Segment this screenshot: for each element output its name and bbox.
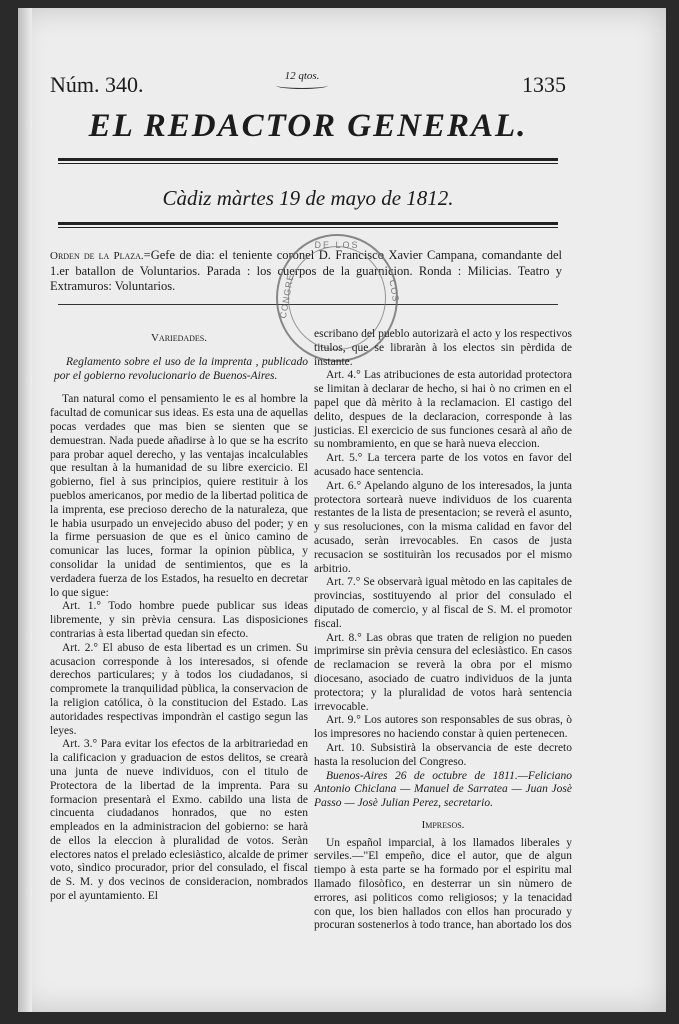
signature-paragraph: Buenos-Aires 26 de octubre de 1811.—Feliciano Antonio Chiclana — Manuel de Sarratea — Juan Josè Passo — Josè Julian Perez, secretario. (314, 769, 572, 810)
left-column (50, 328, 308, 904)
paragraph: Art. 10. Subsistirà la observancia de este decreto hasta la resolucion del Congreso. (314, 741, 572, 768)
dateline-rule (58, 222, 558, 228)
paragraph: Art. 7.° Se observarà igual mètodo en las capitales de provincias, sostituyendo al prior del consulado el diputado de comercio, y al fiscal de S. M. el promotor fiscal. (314, 576, 572, 630)
issue-price (276, 70, 328, 89)
dateline: Càdiz màrtes 19 de mayo de 1812. (162, 186, 454, 210)
paragraph: Art. 5.° La tercera parte de los votos en favor del acusado hace sentencia. (314, 452, 572, 478)
paragraph: escribano del pueblo autorizarà el acto y los respectivos titulos, que se libraràn à los electos sin pèrdida de instante. (314, 328, 572, 368)
stamp-text-left: CONGRE (277, 272, 296, 320)
paragraph: Art. 3.° Para evitar los efectos de la arbitrariedad en la calificacion y graduacion de estos delitos, se crearà una junta de nueve individuos, con el titulo de Protectora de la libertad de la imprenta. Para su formacion presentarà el Exmo. cabildo una lista de cincuenta ciudadanos honrados, que no esten empleados en la administracion del gobierno: se harà de ellos la eleccion à pluralidad de votos. Seràn electores natos el prelado eclesiàstico, alcalde de primer voto, sìndico procurador, prior del consulado, el fiscal de S. M. y dos vecinos de consideracion, nombrados por el ayuntamiento. El (50, 738, 308, 903)
stamp-text-right: COS (387, 279, 402, 303)
article-subtitle: Reglamento sobre el uso de la imprenta , publicado por el gobierno revolucionario de Buenos-Aires. (54, 355, 308, 382)
paragraph: Art. 1.° Todo hombre puede publicar sus ideas libremente, y sin prèvia censura. Las disposiciones contrarias à esta libertad quedan sin efecto. (50, 600, 308, 640)
paragraph: Art. 4.° Las atribuciones de esta autoridad protectora se limitan à declarar de hecho, si hai ò no crimen en el papel que dà mèrito à la reclamacion. El castigo del delito, despues de la declaracion, corresponde à las justicias. El exercicio de sus funciones cesarà al año de su nombramiento, en que se harà nueva eleccion. (314, 369, 572, 451)
section-title-variedades: Variedades. (150, 332, 208, 344)
price-text: 12 qtos. (284, 70, 320, 82)
right-column (314, 328, 572, 933)
page-spine (18, 8, 32, 1012)
impresos-paragraph: Un español imparcial, à los llamados liberales y serviles.—"El empeño, dice el autor, que de algun tiempo à esta parte se ha formado por el espiritu mal llamado filosòfico, en desterrar un sin nùmero de errores, asi politicos como religiosos; y la tenacidad con que, los bien hallados con ellos han procurado y procuran sostenerlos à todo trance, han abortado los dos (314, 836, 572, 932)
newspaper-page (18, 8, 666, 1012)
section-title-impresos: Impresos. (421, 818, 465, 831)
page-number: 1335 (522, 72, 566, 97)
paragraph: Art. 2.° El abuso de esta libertad es un crimen. Su acusacion corresponde à los interesados, si ofende derechos particulares; y à todos los ciudadanos, si compromete la tranquilidad pùblica, la conservacion de la religion católica, ò la constitucion del Estado. Las autoridades respectivas impondràn el castigo segun las leyes. (50, 641, 308, 737)
issue-number: Núm. 340. (50, 72, 144, 97)
paragraph: Tan natural como el pensamiento le es al hombre la facultad de comunicar sus ideas. Es esta una de aquellas pocas verdades que mas bien se sienten que se demuestran. Nada puede añadirse à lo que se ha escrito para probar aquel derecho, y las ventajas incalculables que resultan à la humanidad de su libre exercicio. El gobierno, fiel à sus principios, quiere restituir à los pueblos americanos, por medio de la libertad politica de la imprenta, ese precioso derecho de la naturaleza, que le habia usurpado un envejecido abuso del poder; y en la firme persuasion de que es el ùnico camino de comunicar las luces, formar la opinion pùblica, y consolidar la unidad de sentimientos, que es la verdadera fuerza de los Estados, ha resuelto en decretar lo que sigue: (50, 393, 309, 599)
price-brace (276, 82, 328, 89)
masthead-title: EL REDACTOR GENERAL. (88, 108, 528, 144)
orden-text: =Gefe de dia: el teniente coronel D. Francisco Xavier Campana, comandante del 1.er batallon de Voluntarios. Parada : los cuerpos de la guarnicion. Ronda : Milicias. Teatro y Extramuros: Voluntarios. (50, 248, 562, 293)
paragraph: Art. 9.° Los autores son responsables de sus obras, ò los impresores no haciendo constar à quien pertenecen. (314, 714, 572, 741)
paragraph: Art. 6.° Apelando alguno de los interesados, la junta protectora sortearà nueve individuos de los cuarenta restantes de la lista de presentacion; se reverà el asunto, y sus resoluciones, con la misma calidad en favor del acusado, seràn irrevocables. En casos de justa recusacion se sostituiràn los recusados por el mismo arbitrio. (314, 479, 572, 575)
paragraph: Art. 8.° Las obras que traten de religion no pueden imprimirse sin prèvia censura del eclesiàstico. En casos de reclamacion se reverà la obra por el mismo diocesano, asociado de cuatro individuos de la junta protectora; y la pluralidad de votos harà sentencia irrevocable. (314, 631, 572, 713)
stamp-text-top: DE LOS (314, 240, 360, 250)
masthead-rule (58, 158, 558, 164)
orden-label: Orden de la Plaza. (50, 250, 144, 262)
